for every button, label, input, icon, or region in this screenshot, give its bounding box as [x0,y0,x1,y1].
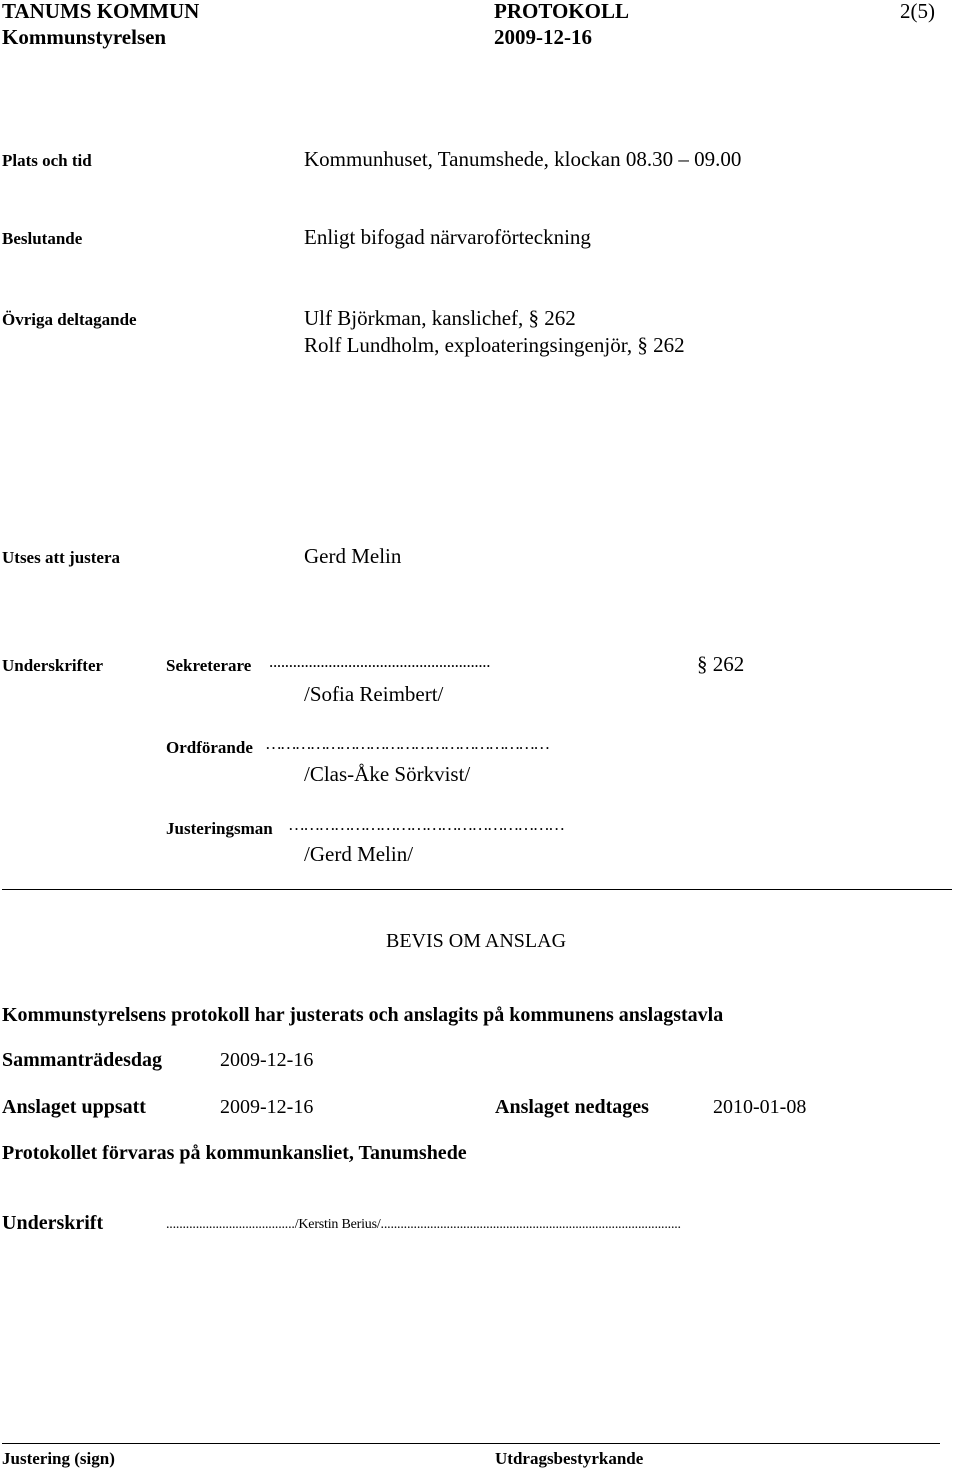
ovriga-line-2: Rolf Lundholm, exploateringsingenjör, § 262 [304,333,685,357]
plats-value: Kommunhuset, Tanumshede, klockan 08.30 – 09.00 [304,147,742,171]
justering-sign-label: Justering (sign) [2,1449,115,1468]
justeringsman-name: /Gerd Melin/ [304,842,414,866]
sekreterare-paragraph: § 262 [697,652,745,676]
uppsatt-value: 2009-12-16 [220,1096,314,1118]
uppsatt-label: Anslaget uppsatt [2,1096,146,1118]
committee-name: Kommunstyrelsen [2,25,167,49]
ovriga-line-1: Ulf Björkman, kanslichef, § 262 [304,306,576,330]
forvaras-statement: Protokollet förvaras på kommunkansliet, Tanumshede [2,1142,467,1164]
beslutande-value: Enligt bifogad närvaroförteckning [304,225,591,249]
utdragsbestyrkande-label: Utdragsbestyrkande [495,1449,644,1468]
bevis-title: BEVIS OM ANSLAG [386,930,567,952]
footer-divider [2,1443,940,1444]
section-divider [2,889,952,890]
beslutande-label: Beslutande [2,229,83,248]
document-type: PROTOKOLL [494,0,629,23]
ovriga-label: Övriga deltagande [2,310,137,329]
sekreterare-label: Sekreterare [166,656,252,675]
sammantradesdag-value: 2009-12-16 [220,1049,314,1071]
underskrift-signature-line: ......................................./Kerstin Berius/........................................................................................... [166,1217,681,1232]
justeringsman-signature-line: ……………………………………………… [288,815,564,834]
underskrift-label: Underskrift [2,1212,104,1234]
anslag-statement: Kommunstyrelsens protokoll har justerats och anslagits på kommunens anslagstavla [2,1004,724,1026]
justera-label: Utses att justera [2,548,121,567]
justeringsman-label: Justeringsman [166,819,273,838]
ordforande-label: Ordförande [166,738,253,757]
page-number: 2(5) [900,0,935,23]
plats-label: Plats och tid [2,151,92,170]
sammantradesdag-label: Sammanträdesdag [2,1049,163,1071]
meeting-date: 2009-12-16 [494,25,592,49]
ordforande-name: /Clas-Åke Sörkvist/ [304,762,471,786]
org-name: TANUMS KOMMUN [2,0,200,23]
sekreterare-signature-line: ........................................................ [269,652,491,671]
ordforande-signature-line: ………………………………………………… [265,734,549,753]
underskrifter-label: Underskrifter [2,656,104,675]
sekreterare-name: /Sofia Reimbert/ [304,682,444,706]
nedtages-label: Anslaget nedtages [495,1096,649,1118]
justera-value: Gerd Melin [304,544,402,568]
nedtages-value: 2010-01-08 [713,1096,807,1118]
